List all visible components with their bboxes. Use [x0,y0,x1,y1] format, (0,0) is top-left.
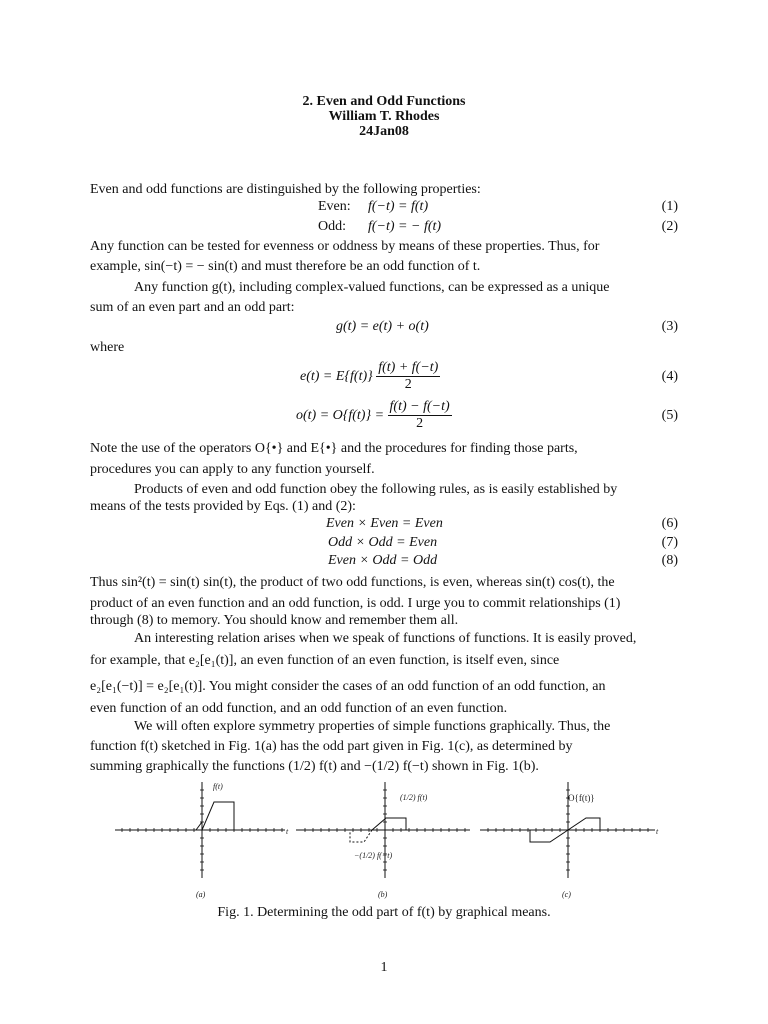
paragraph-3-line-1: Any function g(t), including complex-valued functions, can be expressed as a unique [134,280,610,295]
paragraph-7-line-3: e₂[e₁(−t)] = e₂[e₁(t)]. You might consider the cases of an odd function of an odd function, an [90,679,606,694]
paragraph-8-line-2: function f(t) sketched in Fig. 1(a) has the odd part given in Fig. 1(c), as determined by [90,739,573,754]
eq4-fraction [376,360,440,393]
eq7: Odd × Odd = Even [328,535,438,550]
paragraph-6-line-2: product of an even function and an odd function, is odd. I urge you to commit relationships (1) [90,596,621,611]
eq3: g(t) = e(t) + o(t) [336,319,429,334]
eq5-numerator: f(t) − f(−t) [389,399,450,415]
panel-a-subcaption: (a) [196,890,206,899]
page-number: 1 [380,960,388,975]
document-title: 2. Even and Odd Functions [302,94,466,109]
eq1-number: (1) [661,199,678,214]
eq7-number: (7) [661,535,678,550]
panel-a-curve [202,802,234,830]
paragraph-5-line-2: means of the tests provided by Eqs. (1) and (2): [90,499,356,514]
panel-c [480,782,659,899]
eq8: Even × Odd = Odd [328,553,438,568]
paragraph-7-line-4: even function of an odd function, and an odd function of an even function. [90,701,508,716]
eq4 [300,357,440,397]
eq2: f(−t) = − f(t) [368,219,442,234]
panel-b [296,782,470,899]
paragraph-8-line-1: We will often explore symmetry properties of simple functions graphically. Thus, the [134,719,611,734]
eq4-denominator: 2 [404,377,412,393]
eq8-number: (8) [661,553,678,568]
paragraph-6-line-3: through (8) to memory. You should know and remember them all. [90,613,459,628]
panel-a [115,782,289,899]
paragraph-intro: Even and odd functions are distinguished by the following properties: [90,182,481,197]
eq2-label: Odd: [318,219,346,234]
paragraph-4-line-2: procedures you can apply to any function yourself. [90,462,375,477]
paragraph-7-line-1: An interesting relation arises when we speak of functions of functions. It is easily proved, [134,631,637,646]
eq5-number: (5) [661,408,678,423]
eq5-fraction [388,399,452,432]
eq5-lhs: o(t) = O{f(t)} = [296,408,385,423]
figure-caption: Fig. 1. Determining the odd part of f(t) by graphical means. [217,905,551,920]
title-block [0,94,768,139]
paragraph-5-line-1: Products of even and odd function obey the following rules, as is easily established by [134,482,618,497]
eq4-number: (4) [661,369,678,384]
paragraph-7-line-2: for example, that e₂[e₁(t)], an even function of an even function, is itself even, since [90,653,560,668]
panel-a-ramp [196,822,202,830]
eq4-numerator: f(t) + f(−t) [378,360,439,376]
paragraph-8-line-3: summing graphically the functions (1/2) f(t) and −(1/2) f(−t) shown in Fig. 1(b). [90,759,539,774]
paragraph-3-line-2: sum of an even part and an odd part: [90,300,295,315]
eq4-lhs: e(t) = E{f(t)} [300,369,373,384]
paragraph-6-line-1: Thus sin²(t) = sin(t) sin(t), the product of two odd functions, is even, whereas sin(t) cos(t), the [90,575,615,590]
where-label: where [90,340,125,355]
panel-c-label: O{f(t)} [568,793,595,803]
paragraph-2-line-1: Any function can be tested for evenness or oddness by means of these properties. Thus, for [90,239,600,254]
panel-b-subcaption: (b) [378,890,388,899]
panel-a-label: f(t) [213,782,223,791]
eq5-denominator: 2 [416,416,424,432]
eq1: f(−t) = f(t) [368,199,429,214]
eq1-label: Even: [318,199,351,214]
eq6: Even × Even = Even [326,516,443,531]
figure-1 [110,780,670,900]
author: William T. Rhodes [328,109,440,124]
panel-a-t-label: t [286,827,289,836]
panel-c-t-label: t [656,827,659,836]
date: 24Jan08 [359,124,409,139]
eq3-number: (3) [661,319,678,334]
paragraph-2-line-2: example, sin(−t) = − sin(t) and must therefore be an odd function of t. [90,259,481,274]
eq2-number: (2) [661,219,678,234]
panel-b-top-label: (1/2) f(t) [400,793,428,802]
eq5 [296,396,452,436]
panel-b-bottom-label: −(1/2) f(−t) [354,851,393,860]
paragraph-4-line-1: Note the use of the operators O{•} and E{•} and the procedures for finding those parts, [90,441,578,456]
panel-c-subcaption: (c) [562,890,571,899]
eq6-number: (6) [661,516,678,531]
